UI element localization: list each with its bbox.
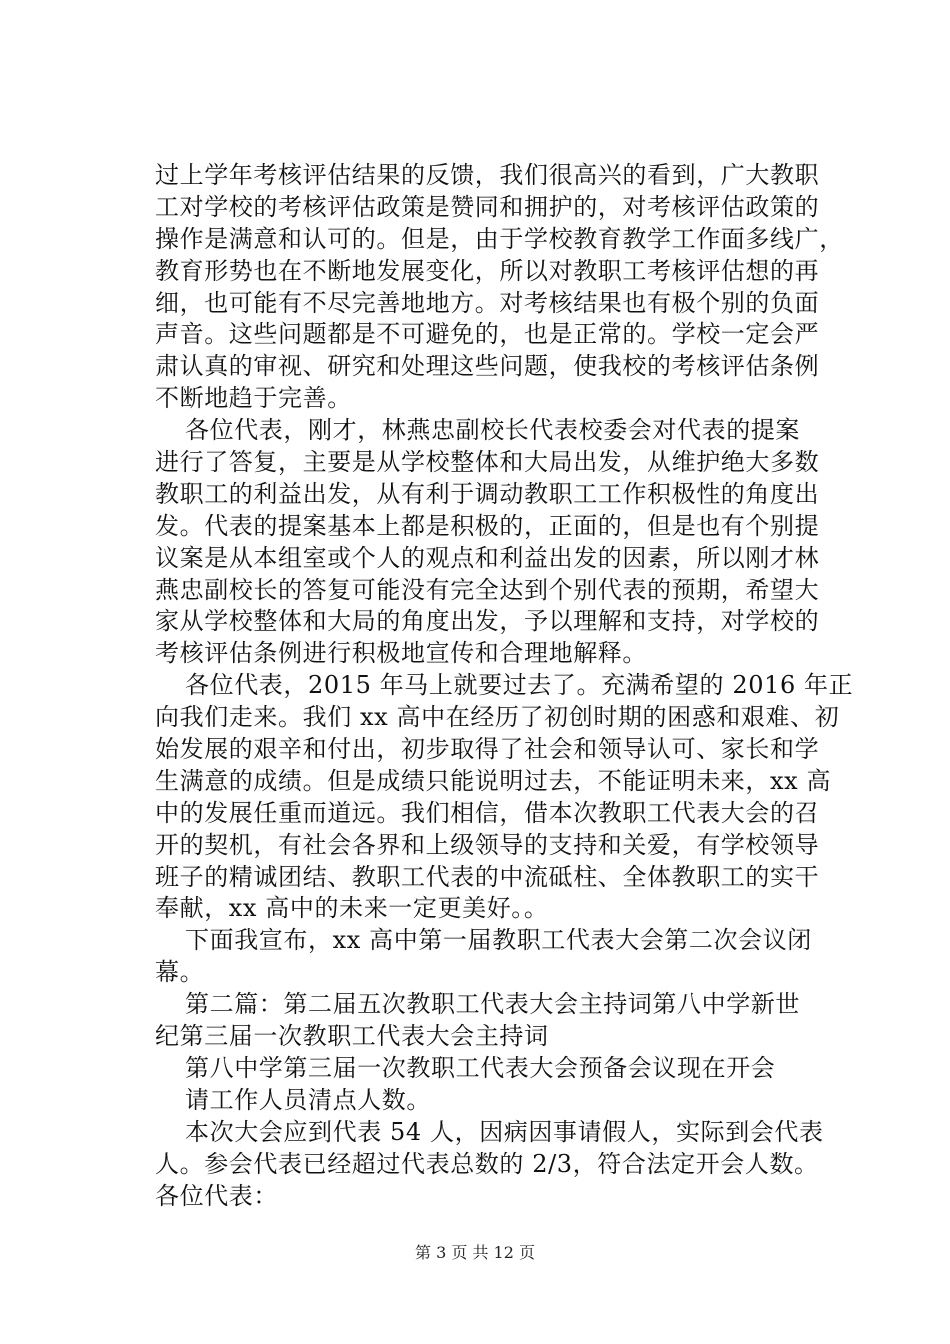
- text-line: 过上学年考核评估结果的反馈，我们很高兴的看到，广大教职: [155, 161, 820, 189]
- text-line: 发。代表的提案基本上都是积极的，正面的，但是也有个别提: [155, 511, 820, 540]
- text-line: 下面我宣布，xx 高中第一届教职工代表大会第二次会议闭: [185, 926, 812, 955]
- text-line: 请工作人员清点人数。: [185, 1085, 431, 1114]
- text-line: 家从学校整体和大局的角度出发，予以理解和支持，对学校的: [155, 607, 820, 636]
- text-line: 班子的精诚团结、教职工代表的中流砥柱、全体教职工的实干: [155, 862, 820, 891]
- text-line: 向我们走来。我们 xx 高中在经历了初创时期的困惑和艰难、初: [155, 703, 840, 732]
- text-line: 操作是满意和认可的。但是，由于学校教育教学工作面多线广，: [155, 224, 844, 253]
- text-line: 教育形势也在不断地发展变化，所以对教职工考核评估想的再: [155, 256, 820, 285]
- text-line: 中的发展任重而道远。我们相信，借本次教职工代表大会的召: [155, 798, 820, 827]
- text-line: 各位代表，刚才，林燕忠副校长代表校委会对代表的提案: [185, 416, 800, 445]
- text-line: 声音。这些问题都是不可避免的，也是正常的。学校一定会严: [155, 320, 820, 349]
- text-line: 议案是从本组室或个人的观点和利益出发的因素，所以刚才林: [155, 543, 820, 572]
- text-line: 人。参会代表已经超过代表总数的 2/3，符合法定开会人数。: [155, 1149, 819, 1178]
- text-line: 各位代表：: [155, 1181, 278, 1210]
- document-body: [155, 160, 854, 1212]
- text-line: 细，也可能有不尽完善地地方。对考核结果也有极个别的负面: [155, 288, 820, 317]
- text-line: 第八中学第三届一次教职工代表大会预备会议现在开会: [185, 1053, 776, 1082]
- section-heading: 第二篇：第二届五次教职工代表大会主持词第八中学新世: [185, 990, 800, 1019]
- text-line: 本次大会应到代表 54 人，因病因事请假人，实际到会代表: [185, 1117, 824, 1146]
- text-line: 始发展的艰辛和付出，初步取得了社会和领导认可、家长和学: [155, 735, 820, 764]
- text-line: 生满意的成绩。但是成绩只能说明过去，不能证明未来，xx 高: [155, 766, 832, 795]
- section-heading: 纪第三届一次教职工代表大会主持词: [155, 1022, 549, 1051]
- text-line: 考核评估条例进行积极地宣传和合理地解释。: [155, 639, 647, 668]
- text-line: 各位代表，2015 年马上就要过去了。充满希望的 2016 年正: [185, 671, 854, 700]
- text-line: 教职工的利益出发，从有利于调动教职工工作积极性的角度出: [155, 479, 820, 508]
- text-line: 开的契机，有社会各界和上级领导的支持和关爱，有学校领导: [155, 830, 820, 859]
- text-line: 幕。: [155, 958, 205, 987]
- text-line: 燕忠副校长的答复可能没有完全达到个别代表的预期，希望大: [155, 575, 820, 604]
- text-line: 奉献，xx 高中的未来一定更美好。。: [155, 894, 549, 923]
- text-line: 工对学校的考核评估政策是赞同和拥护的，对考核评估政策的: [155, 192, 820, 221]
- text-line: 不断地趋于完善。: [155, 384, 352, 413]
- text-line: 进行了答复，主要是从学校整体和大局出发，从维护绝大多数: [155, 448, 820, 477]
- page-number-footer: 第 3 页 共 12 页: [415, 1243, 535, 1262]
- text-line: 肃认真的审视、研究和处理这些问题，使我校的考核评估条例: [155, 352, 820, 381]
